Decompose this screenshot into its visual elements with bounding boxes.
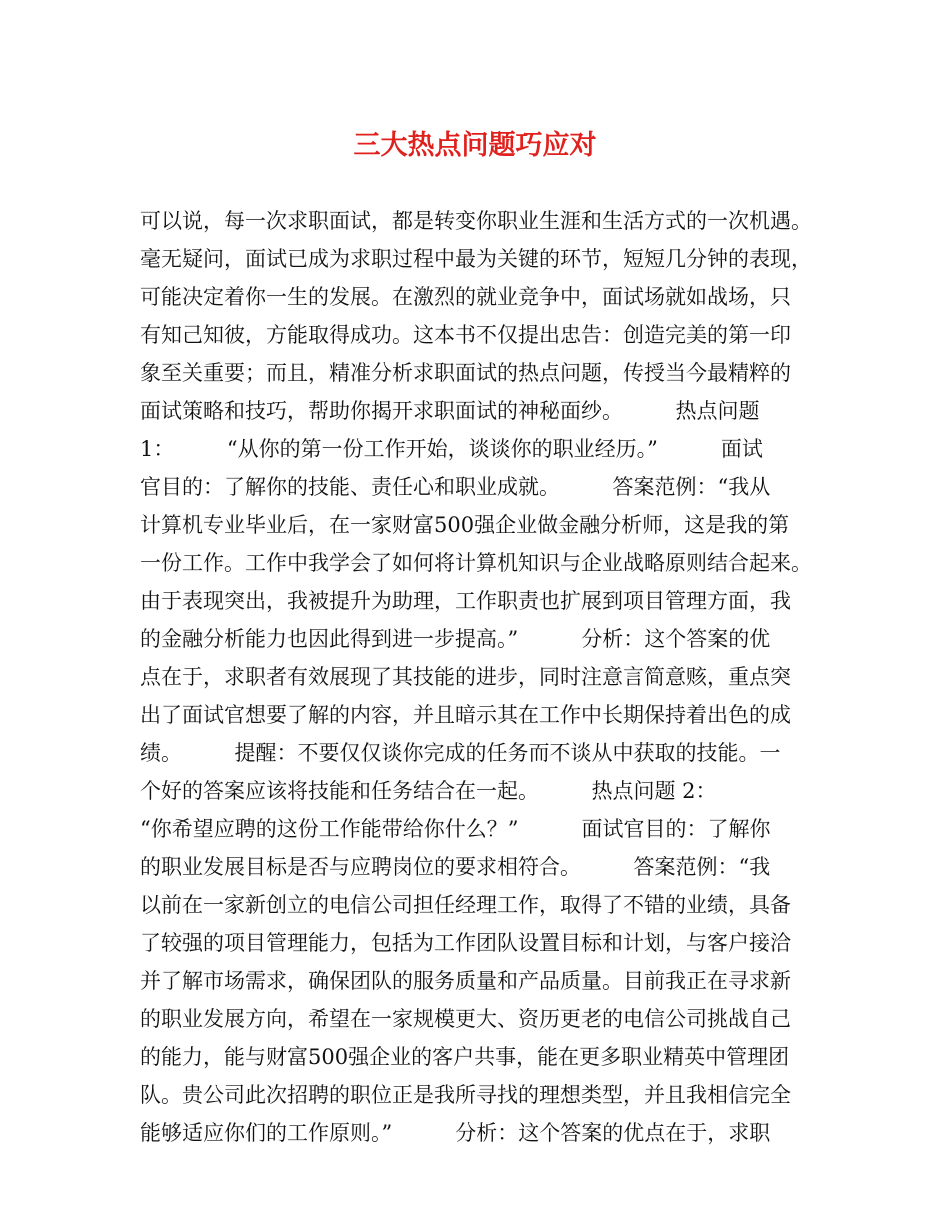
text-line: 了较强的项目管理能力，包括为工作团队设置目标和计划，与客户接洽 bbox=[140, 931, 791, 955]
text-line: 毫无疑问，面试已成为求职过程中最为关键的环节，短短几分钟的表现， bbox=[140, 247, 812, 271]
document-title: 三大热点问题巧应对 bbox=[353, 130, 597, 161]
text-line: 队。贵公司此次招聘的职位正是我所寻找的理想类型，并且我相信完全 bbox=[140, 1083, 791, 1107]
text-line: 出了面试官想要了解的内容，并且暗示其在工作中长期保持着出色的成 bbox=[140, 703, 791, 727]
text-line: 的职业发展目标是否与应聘岗位的要求相符合。 答案范例：“我 bbox=[140, 855, 771, 879]
text-line: 能够适应你们的工作原则。” 分析：这个答案的优点在于，求职 bbox=[140, 1121, 771, 1145]
text-line: 面试策略和技巧，帮助你揭开求职面试的神秘面纱。 热点问题 bbox=[140, 399, 760, 423]
text-line: 的职业发展方向，希望在一家规模更大、资历更老的电信公司挑战自己 bbox=[140, 1007, 791, 1031]
text-line: 象至关重要；而且，精准分析求职面试的热点问题，传授当今最精粹的 bbox=[140, 361, 791, 385]
text-line: 有知己知彼，方能取得成功。这本书不仅提出忠告：创造完美的第一印 bbox=[140, 323, 791, 347]
text-line: 并了解市场需求，确保团队的服务质量和产品质量。目前我正在寻求新 bbox=[140, 969, 791, 993]
text-line: 计算机专业毕业后，在一家财富500强企业做金融分析师，这是我的第 bbox=[140, 513, 790, 537]
text-line: 个好的答案应该将技能和任务结合在一起。 热点问题 2： bbox=[140, 779, 717, 803]
text-line: 可以说，每一次求职面试，都是转变你职业生涯和生活方式的一次机遇。 bbox=[140, 209, 812, 233]
text-line: 可能决定着你一生的发展。在激烈的就业竞争中，面试场就如战场，只 bbox=[140, 285, 791, 309]
text-line: 一份工作。工作中我学会了如何将计算机知识与企业战略原则结合起来。 bbox=[140, 551, 812, 575]
text-line: “你希望应聘的这份工作能带给你什么？” 面试官目的：了解你 bbox=[140, 817, 771, 841]
text-line: 点在于，求职者有效展现了其技能的进步，同时注意言简意赅，重点突 bbox=[140, 665, 791, 689]
text-line: 以前在一家新创立的电信公司担任经理工作，取得了不错的业绩，具备 bbox=[140, 893, 791, 917]
text-line: 的金融分析能力也因此得到进一步提高。” 分析：这个答案的优 bbox=[140, 627, 771, 651]
text-line: 1： “从你的第一份工作开始，谈谈你的职业经历。” 面试 bbox=[140, 437, 763, 461]
text-line: 的能力，能与财富500强企业的客户共事，能在更多职业精英中管理团 bbox=[140, 1045, 790, 1069]
text-line: 由于表现突出，我被提升为助理，工作职责也扩展到项目管理方面，我 bbox=[140, 589, 791, 613]
text-line: 绩。 提醒：不要仅仅谈你完成的任务而不谈从中获取的技能。一 bbox=[140, 741, 781, 765]
text-line: 官目的：了解你的技能、责任心和职业成就。 答案范例：“我从 bbox=[140, 475, 771, 499]
